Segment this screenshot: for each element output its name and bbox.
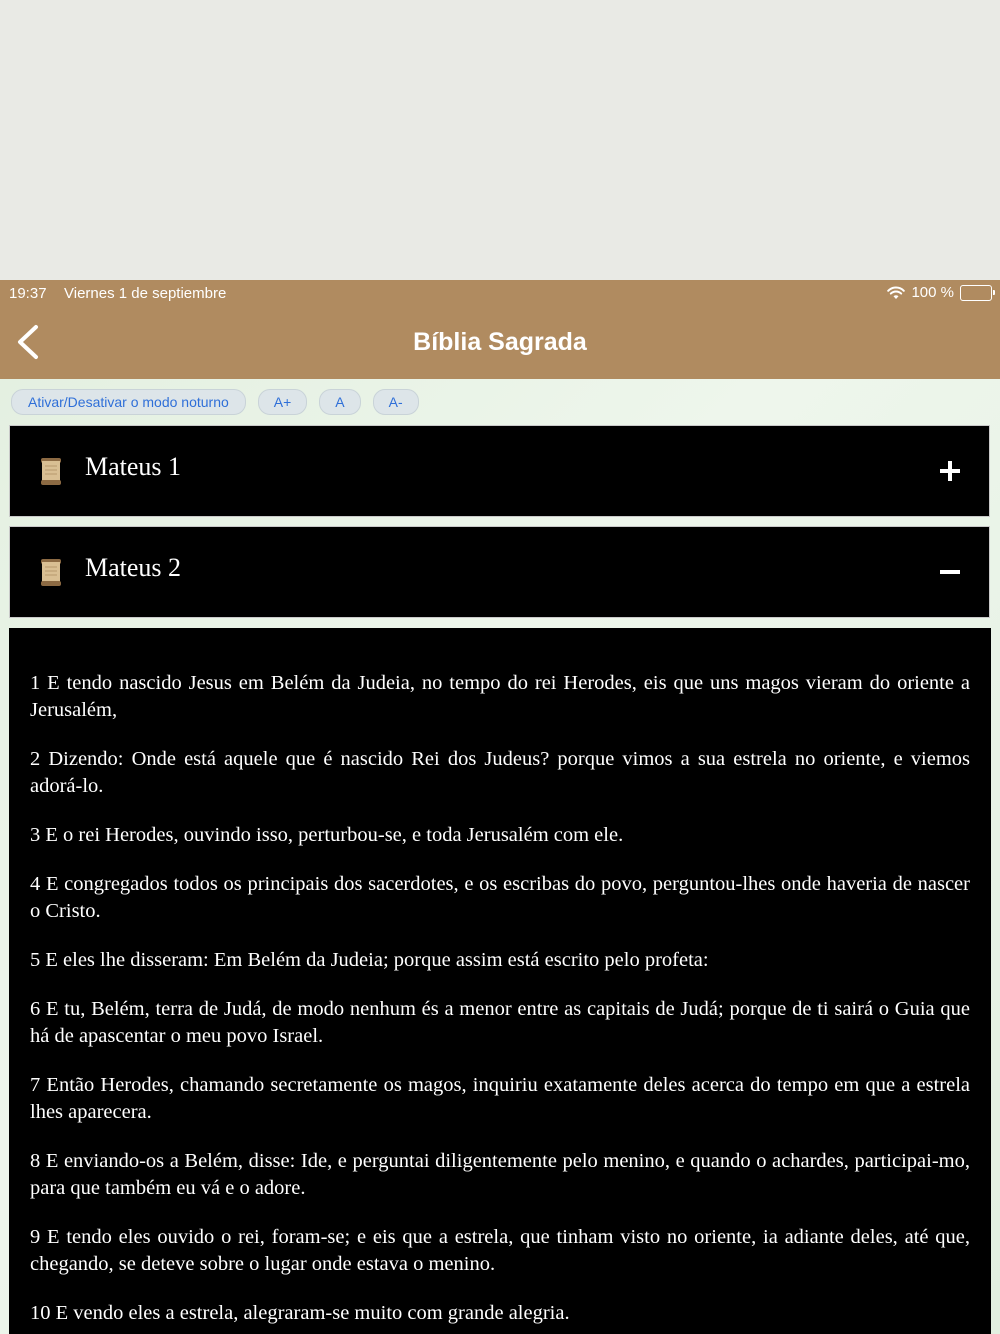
night-mode-button[interactable]: Ativar/Desativar o modo noturno <box>11 389 246 415</box>
chapter-header-mateus-2[interactable] <box>9 526 990 618</box>
status-bar <box>0 280 1000 306</box>
verse-text: 3 E o rei Herodes, ouvindo isso, perturbou-se, e toda Jerusalém com ele. <box>30 824 624 846</box>
status-time: 19:37 <box>9 285 47 302</box>
verse-text: 4 E congregados todos os principais dos sacerdotes, e os escribas do povo, perguntou-lhes onde haveria de nascer o Cristo. <box>30 873 970 922</box>
font-reset-button[interactable]: A <box>319 389 360 415</box>
wifi-icon <box>887 286 905 300</box>
chapter-header-mateus-1[interactable] <box>9 425 990 517</box>
verse-text: 9 E tendo eles ouvido o rei, foram-se; e eis que a estrela, que tinham visto no oriente, ia adiante deles, até que, chegando, se deteve sobre o lugar onde estava o menino. <box>30 1226 970 1275</box>
verse-text: 8 E enviando-os a Belém, disse: Ide, e perguntai diligentemente pelo menino, e quando o achardes, participai-mo, para que também eu vá e o adore. <box>30 1150 970 1199</box>
verse-text: 6 E tu, Belém, terra de Judá, de modo nenhum és a menor entre as capitais de Judá; porque de ti sairá o Guia que há de apascentar o meu povo Israel. <box>30 998 970 1047</box>
navigation-bar <box>0 306 1000 379</box>
verse-text: 2 Dizendo: Onde está aquele que é nascido Rei dos Judeus? porque vimos a sua estrela no oriente, e viemos adorá-lo. <box>30 748 970 797</box>
scroll-icon <box>36 456 66 486</box>
verse-text: 7 Então Herodes, chamando secretamente os magos, inquiriu exatamente deles acerca do tempo em que a estrela lhes aparecera. <box>30 1074 970 1123</box>
plus-icon[interactable] <box>937 458 963 484</box>
verse-text: 1 E tendo nascido Jesus em Belém da Judeia, no tempo do rei Herodes, eis que uns magos vieram do oriente a Jerusalém, <box>30 672 970 721</box>
chapter-label: Mateus 2 <box>85 553 182 582</box>
reading-toolbar <box>11 389 419 415</box>
chapter-label: Mateus 1 <box>85 452 182 481</box>
status-right <box>887 284 992 301</box>
page-title: Bíblia Sagrada <box>413 328 587 356</box>
verse-text: 5 E eles lhe disseram: Em Belém da Judeia; porque assim está escrito pelo profeta: <box>30 949 709 971</box>
verse-text: 10 E vendo eles a estrela, alegraram-se muito com grande alegria. <box>30 1302 570 1324</box>
scroll-icon <box>36 557 66 587</box>
battery-icon <box>960 285 992 301</box>
top-blank-area <box>0 0 1000 280</box>
status-date: Viernes 1 de septiembre <box>64 285 227 302</box>
battery-percentage: 100 % <box>911 284 954 301</box>
font-decrease-button[interactable]: A- <box>373 389 419 415</box>
verses-panel <box>9 628 991 1334</box>
content-area <box>0 379 1000 1334</box>
font-increase-button[interactable]: A+ <box>258 389 308 415</box>
minus-icon[interactable] <box>937 559 963 585</box>
